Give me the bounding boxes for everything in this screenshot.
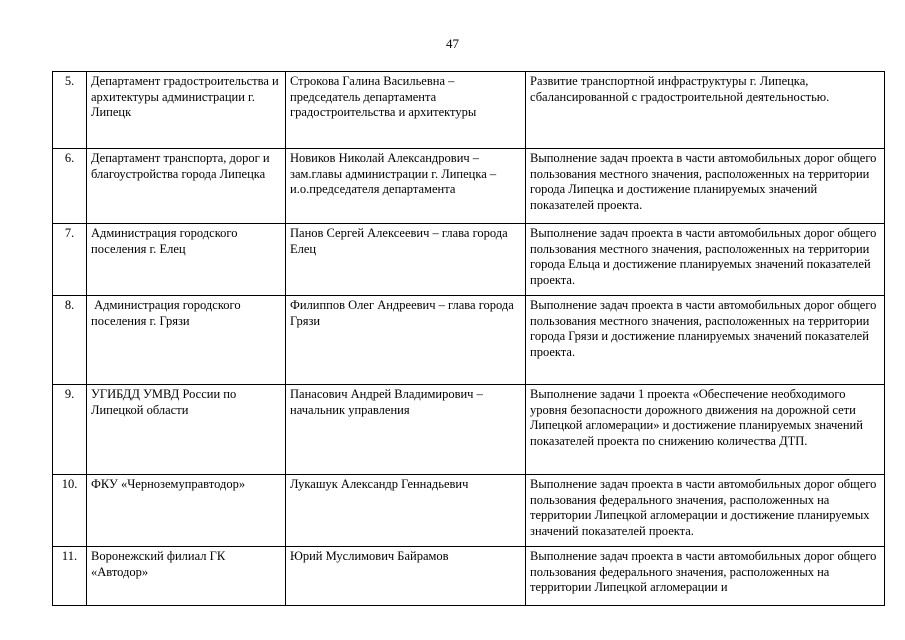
table-row [53, 296, 885, 385]
task-cell: Выполнение задач проекта в части автомобильных дорог общего пользования федерального значения, расположенных на территории Липецкой агломерации и [526, 547, 885, 606]
responsible-person-cell: Филиппов Олег Андреевич – глава города Грязи [286, 296, 526, 385]
row-number: 8. [53, 296, 87, 385]
row-number: 11. [53, 547, 87, 606]
page-number: 47 [446, 36, 459, 51]
organization-cell: УГИБДД УМВД России по Липецкой области [87, 385, 286, 475]
responsibility-table [52, 71, 885, 606]
task-cell: Развитие транспортной инфраструктуры г. Липецка, сбалансированной с градостроительной деятельностью. [526, 72, 885, 149]
organization-cell: Воронежский филиал ГК «Автодор» [87, 547, 286, 606]
organization-cell: Администрация городского поселения г. Грязи [87, 296, 286, 385]
task-cell: Выполнение задач проекта в части автомобильных дорог общего пользования местного значения, расположенных на территории города Грязи и достижение планируемых значений показателей проекта. [526, 296, 885, 385]
row-number: 9. [53, 385, 87, 475]
row-number: 5. [53, 72, 87, 149]
task-cell: Выполнение задач проекта в части автомобильных дорог общего пользования федерального значения, расположенных на территории Липецкой агломерации и достижение планируемых значений показателей проекта. [526, 475, 885, 547]
table-row [53, 385, 885, 475]
task-cell: Выполнение задачи 1 проекта «Обеспечение необходимого уровня безопасности дорожного движения на дорожной сети Липецкой агломерации» и достижение планируемых значений показателей проекта по снижению количества ДТП. [526, 385, 885, 475]
responsible-person-cell: Юрий Муслимович Байрамов [286, 547, 526, 606]
row-number: 7. [53, 224, 87, 296]
responsible-person-cell: Строкова Галина Васильевна – председатель департамента градостроительства и архитектуры [286, 72, 526, 149]
responsible-person-cell: Лукашук Александр Геннадьевич [286, 475, 526, 547]
table-row [53, 475, 885, 547]
task-cell: Выполнение задач проекта в части автомобильных дорог общего пользования местного значения, расположенных на территории города Липецка и достижение планируемых значений показателей проекта. [526, 149, 885, 224]
task-cell: Выполнение задач проекта в части автомобильных дорог общего пользования местного значения, расположенных на территории города Ельца и достижение планируемых значений показателей проекта. [526, 224, 885, 296]
organization-cell: Администрация городского поселения г. Елец [87, 224, 286, 296]
table-row [53, 224, 885, 296]
organization-cell: Департамент транспорта, дорог и благоустройства города Липецка [87, 149, 286, 224]
table-row [53, 547, 885, 606]
responsible-person-cell: Новиков Николай Александрович – зам.главы администрации г. Липецка – и.о.председателя департамента [286, 149, 526, 224]
table-row [53, 149, 885, 224]
table-row [53, 72, 885, 149]
organization-cell: ФКУ «Черноземуправтодор» [87, 475, 286, 547]
row-number: 10. [53, 475, 87, 547]
organization-cell: Департамент градостроительства и архитектуры администрации г. Липецк [87, 72, 286, 149]
responsible-person-cell: Панасович Андрей Владимирович – начальник управления [286, 385, 526, 475]
row-number: 6. [53, 149, 87, 224]
responsible-person-cell: Панов Сергей Алексеевич – глава города Елец [286, 224, 526, 296]
